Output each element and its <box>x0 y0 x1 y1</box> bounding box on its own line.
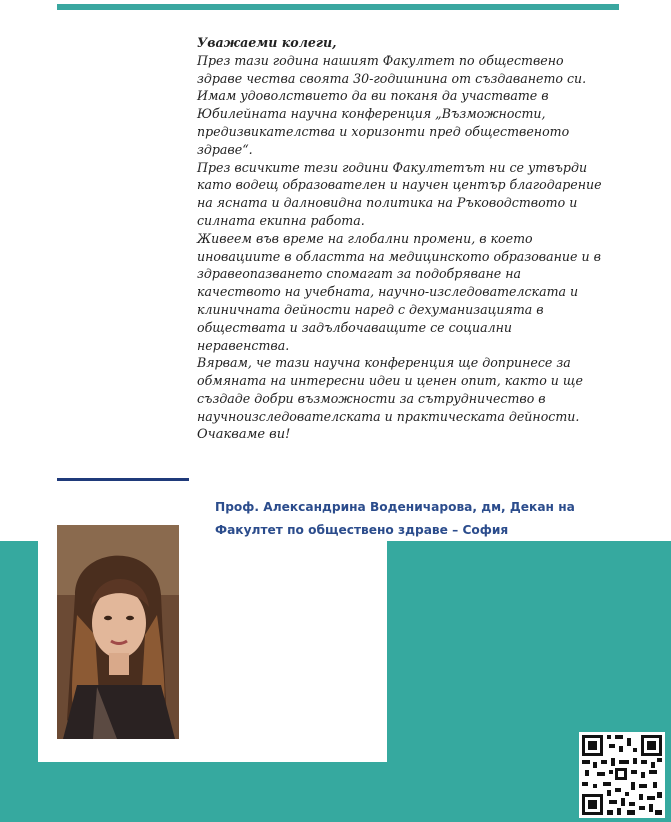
qr-code[interactable] <box>579 732 665 818</box>
letter-line: създаде добри възможности за сътрудничество в <box>197 390 546 406</box>
letter-line: Юбилейната научна конференция „Възможности, <box>197 106 546 122</box>
letter-line: здраве чества своята 30-годишнина от създаването си. <box>197 70 587 86</box>
letter-line: като водещ образователен и научен център благодарение <box>197 177 602 193</box>
letter-line: на ясната и далновидна политика на Ръководството и <box>197 195 578 211</box>
letter-line: обществата и задълбочаващите се социални <box>197 319 513 335</box>
letter-line: здравеопазването спомагат за подобряване на <box>197 266 522 282</box>
signature-divider <box>57 478 189 481</box>
letter-line: качеството на учебната, научно-изследователската и <box>197 284 579 300</box>
qr-code-icon <box>579 732 665 818</box>
signature-name-line: Проф. Александрина Воденичарова, дм, Декан на <box>215 500 575 514</box>
letter-line: силната екипна работа. <box>197 212 365 228</box>
portrait-illustration <box>57 525 179 739</box>
dean-portrait <box>57 525 179 739</box>
letter-line: клиничната дейности наред с дехуманизацията в <box>197 301 544 317</box>
letter-greeting: Уважаеми колеги, <box>197 35 337 50</box>
letter-line: неравенства. <box>197 337 290 353</box>
signature-block <box>215 496 615 542</box>
signature-faculty-line: Факултет по обществено здраве – София <box>215 523 509 537</box>
letter-line: Живеем във време на глобални промени, в което <box>197 230 533 246</box>
letter-closing: Очакваме ви! <box>197 426 291 442</box>
letter-line: Имам удоволствието да ви поканя да участвате в <box>197 88 549 104</box>
letter-line: обмяната на интересни идеи и ценен опит, както и ще <box>197 373 583 389</box>
top-accent-rule <box>57 4 619 10</box>
letter-line: иновациите в областта на медицинското образование и в <box>197 248 601 264</box>
letter-line: научноизследователската и практическата дейности. <box>197 408 580 424</box>
letter-line: предизвикателства и хоризонти пред общественото <box>197 123 570 139</box>
welcome-letter <box>197 34 617 443</box>
letter-line: През всичките тези години Факултетът ни се утвърди <box>197 159 588 175</box>
letter-line: Вярвам, че тази научна конференция ще допринесе за <box>197 355 571 371</box>
letter-line: здраве“. <box>197 141 253 157</box>
letter-line: През тази година нашият Факултет по обществено <box>197 52 564 68</box>
